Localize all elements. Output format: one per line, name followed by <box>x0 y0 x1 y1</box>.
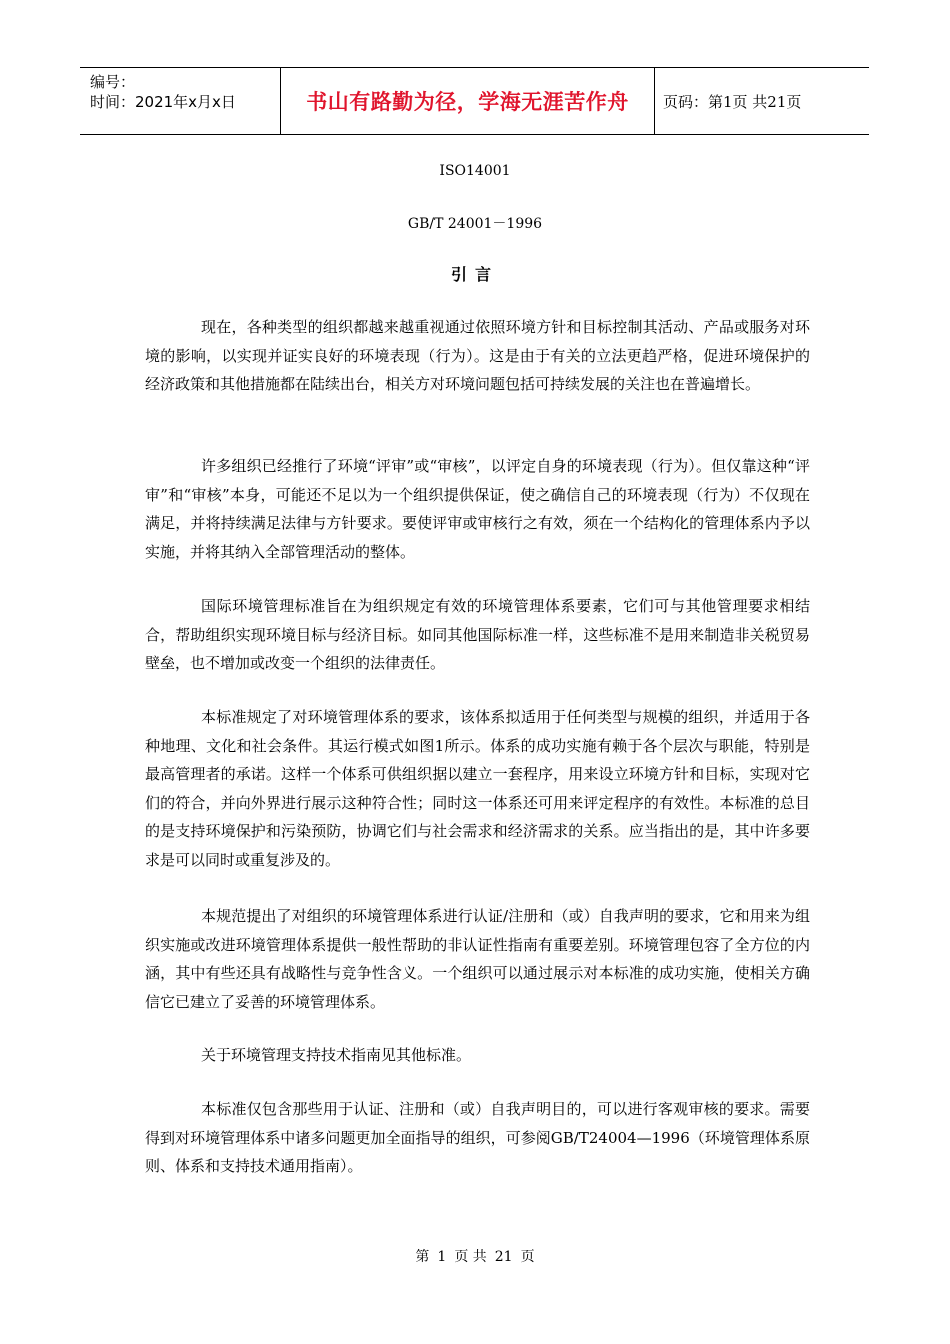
document-date-label: 时间：2021年x月x日 <box>90 93 236 111</box>
paragraph-3: 国际环境管理标准旨在为组织规定有效的环境管理体系要素，它们可与其他管理要求相结合，帮助组织实现环境目标与经济目标。如同其他国际标准一样，这些标准不是用来制造非关税贸易壁垒，也不增加或改变一个组织的法律责任。 <box>145 597 810 672</box>
paragraph-1: 现在，各种类型的组织都越来越重视通过依照环境方针和目标控制其活动、产品或服务对环境的影响，以实现并证实良好的环境表现（行为）。这是由于有关的立法更趋严格，促进环境保护的经济政策和其他措施都在陆续出台，相关方对环境问题包括可持续发展的关注也在普遍增长。 <box>145 318 810 393</box>
footer-page-suffix: 页 <box>520 1249 535 1265</box>
footer-page-number: 1 <box>437 1249 447 1265</box>
paragraph-2: 许多组织已经推行了环境“评审”或“审核”，以评定自身的环境表现（行为）。但仅靠这种“评审”和“审核”本身，可能还不足以为一个组织提供保证，使之确信自己的环境表现（行为）不仅现在满足，并将持续满足法律与方针要求。要使评审或审核行之有效，须在一个结构化的管理体系内予以实施，并将其纳入全部管理活动的整体。 <box>145 457 810 561</box>
paragraph-6: 关于环境管理支持技术指南见其他标准。 <box>201 1046 472 1064</box>
section-title: 引言 <box>450 265 499 284</box>
paragraph-5: 本规范提出了对组织的环境管理体系进行认证/注册和（或）自我声明的要求，它和用来为组织实施或改进环境管理体系提供一般性帮助的非认证性指南有重要差别。环境管理包容了全方位的内涵，其中有些还具有战略性与竞争性含义。一个组织可以通过展示对本标准的成功实施，使相关方确信它已建立了妥善的环境管理体系。 <box>145 907 810 1011</box>
footer-page-mid: 页 共 <box>454 1249 487 1265</box>
footer-page-prefix: 第 <box>415 1249 430 1265</box>
paragraph-7: 本标准仅包含那些用于认证、注册和（或）自我声明目的，可以进行客观审核的要求。需要得到对环境管理体系中诸多问题更加全面指导的组织，可参阅GB/T24004—1996（环境管理体系原则、体系和支持技术通用指南）。 <box>145 1100 810 1175</box>
paragraph-4: 本标准规定了对环境管理体系的要求，该体系拟适用于任何类型与规模的组织，并适用于各种地理、文化和社会条件。其运行模式如图1所示。体系的成功实施有赖于各个层次与职能，特别是最高管理者的承诺。这样一个体系可供组织据以建立一套程序，用来设立环境方针和目标，实现对它们的符合，并向外界进行展示这种符合性；同时这一体系还可用来评定程序的有效性。本标准的总目的是支持环境保护和污染预防，协调它们与社会需求和经济需求的关系。应当指出的是，其中许多要求是可以同时或重复涉及的。 <box>145 708 810 869</box>
header-info-cell <box>80 68 281 134</box>
header-motto: 书山有路勤为径，学海无涯苦作舟 <box>281 68 655 134</box>
standard-code: ISO14001 <box>439 163 511 179</box>
gb-code: GB/T 24001－1996 <box>407 216 543 232</box>
page-footer <box>0 1246 950 1266</box>
page-header <box>80 67 869 135</box>
footer-page-total: 21 <box>494 1249 513 1265</box>
document-number-label: 编号： <box>90 73 136 91</box>
header-page-info: 页码：第1页 共21页 <box>663 92 802 111</box>
